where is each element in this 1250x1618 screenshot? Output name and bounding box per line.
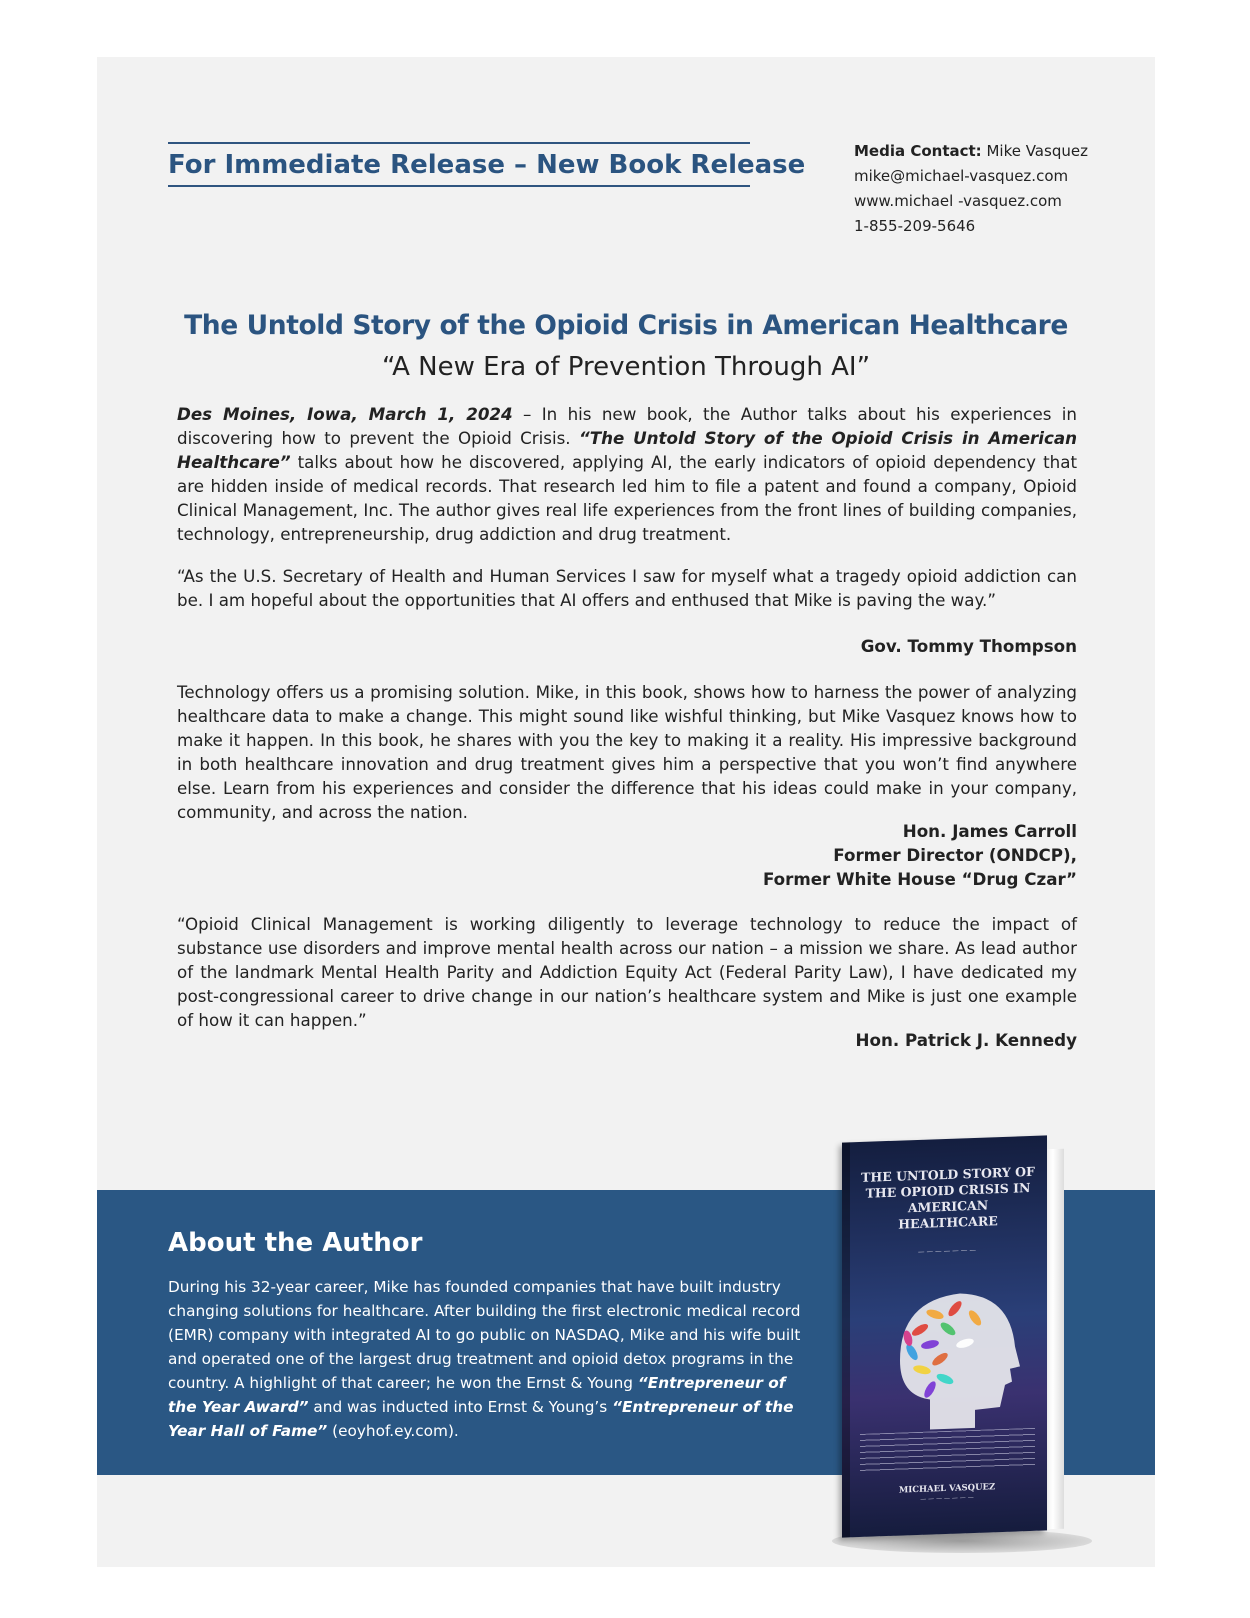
- dateline: Des Moines, Iowa, March 1, 2024: [177, 404, 513, 424]
- book-cover-foot-lines: — — — — — — —: [920, 1493, 974, 1503]
- book-cover-image: [842, 1139, 1072, 1539]
- attribution-carroll-title: Former Director (ONDCP),: [833, 845, 1077, 865]
- book-cover-author: MICHAEL VASQUEZ: [898, 1482, 996, 1496]
- pill-head-illustration: [860, 1256, 1040, 1442]
- contact-line: [854, 139, 1088, 164]
- media-contact-block: [854, 139, 1088, 239]
- intro-text-1: – In his new book, the Author talks about his experiences in discovering how to prevent the Opioid Crisis.: [177, 404, 1077, 448]
- contact-label: Media Contact:: [854, 142, 982, 160]
- contact-email[interactable]: mike@michael-vasquez.com: [854, 167, 1069, 185]
- book-spine: [842, 1142, 850, 1537]
- attribution-kennedy: Hon. Patrick J. Kennedy: [855, 1030, 1077, 1050]
- contact-name: Mike Vasquez: [986, 142, 1088, 160]
- attribution-carroll-role: Former White House “Drug Czar”: [762, 869, 1077, 889]
- quote-thompson: “As the U.S. Secretary of Health and Human Services I saw for myself what a tragedy opioid addiction can be. I am hopeful about the opportunities that AI offers and enthused that Mike is paving the way.”: [177, 566, 1077, 610]
- quote-carroll: Technology offers us a promising solution. Mike, in this book, shows how to harness the power of analyzing healthcare data to make a change. This might sound like wishful thinking, but Mike Vasquez knows how to make it happen. In this book, he shares with you the key to making it a reality. His impressive background in both healthcare innovation and drug treatment gives him a perspective that you won’t find anywhere else. Learn from his experiences and consider the difference that his ideas could make in your company, community, and across the nation.: [177, 682, 1077, 822]
- book-cover-title: THE UNTOLD STORY OF THE OPIOID CRISIS IN AMERICAN HEALTHCARE: [861, 1163, 1035, 1232]
- about-text-1: During his 32-year career, Mike has founded companies that have built industry changing solutions for healthcare. After building the first electronic medical record (EMR) company with integrated AI to go public on NASDAQ, Mike and his wife built and operated one of the largest drug treatment and opioid detox programs in the country. A highlight of that career; he won the Ernst & Young: [168, 1278, 801, 1392]
- attribution-thompson: Gov. Tommy Thompson: [860, 636, 1077, 656]
- about-heading: About the Author: [168, 1228, 423, 1258]
- page-subtitle: “A New Era of Prevention Through AI”: [381, 352, 871, 382]
- attribution-carroll-name: Hon. James Carroll: [902, 821, 1077, 841]
- award-entrepreneur: “Entrepreneur of the Year Award”: [168, 1374, 786, 1416]
- attribution-carroll: [697, 819, 1077, 891]
- release-heading: For Immediate Release – New Book Release: [168, 142, 750, 187]
- award-hall-of-fame: “Entrepreneur of the Year Hall of Fame”: [168, 1398, 794, 1440]
- contact-phone[interactable]: 1-855-209-5646: [854, 217, 976, 235]
- quote-kennedy: “Opioid Clinical Management is working diligently to leverage technology to reduce the impact of substance use disorders and improve mental health across our nation – a mission we share. As lead author of the landmark Mental Health Parity and Addiction Equity Act (Federal Parity Law), I have dedicated my post-congressional career to drive change in our nation’s healthcare system and Mike is just one example of how it can happen.”: [177, 914, 1077, 1030]
- book-cover: [842, 1135, 1047, 1537]
- contact-website[interactable]: www.michael -vasquez.com: [854, 192, 1062, 210]
- book-reference: “The Untold Story of the Opioid Crisis in American Healthcare”: [177, 428, 1077, 472]
- about-text: [168, 1275, 808, 1443]
- book-cover-subtitle-lines: — — — — — — —: [918, 1245, 976, 1256]
- about-text-2: and was inducted into Ernst & Young’s: [308, 1398, 613, 1416]
- intro-text-2: talks about how he discovered, applying AI, the early indicators of opioid dependency that are hidden inside of medical records. That research led him to file a patent and found a company, Opioid Clinical Management, Inc. The author gives real life experiences from the front lines of building companies, technology, entrepreneurship, drug addiction and drug treatment.: [177, 452, 1077, 544]
- about-text-3: (eoyhof.ey.com).: [327, 1422, 459, 1440]
- page-title: The Untold Story of the Opioid Crisis in American Healthcare: [184, 310, 1068, 341]
- book-cover-blurb: [860, 1428, 1035, 1474]
- press-release-page: [97, 57, 1155, 1567]
- intro-paragraph: [177, 402, 1077, 546]
